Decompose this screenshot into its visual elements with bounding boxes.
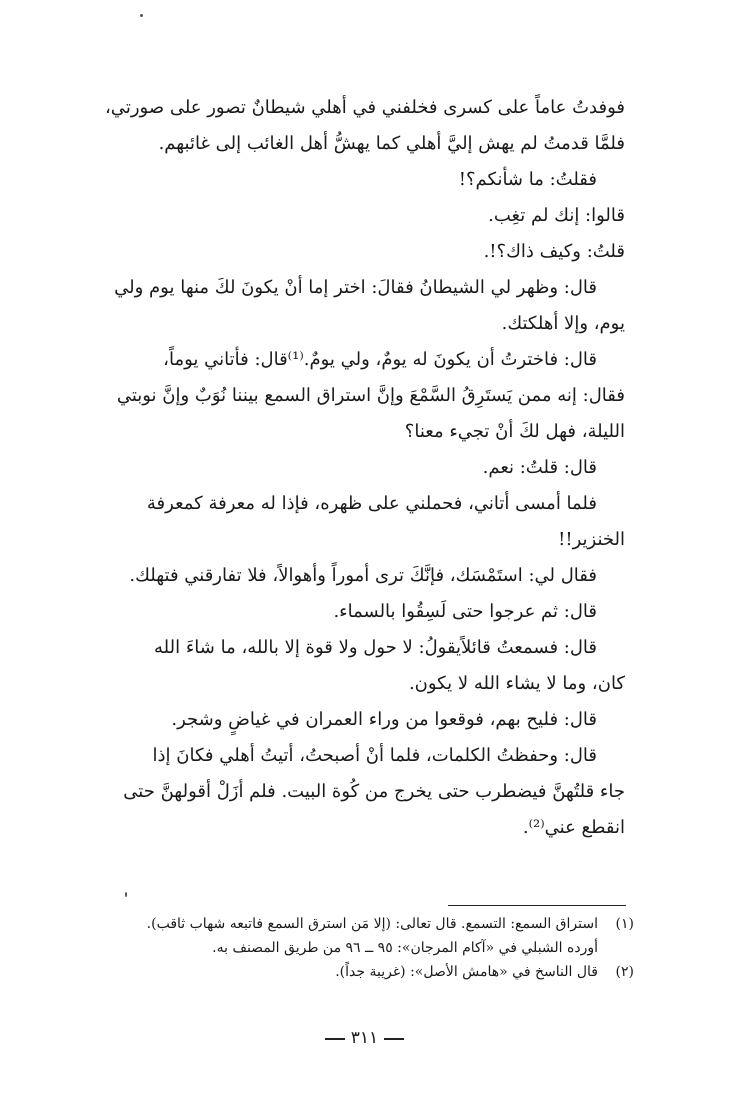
text-line: فقلتُ: ما شأنكم؟!: [458, 169, 597, 190]
page-number-value: ٣١١: [350, 1028, 379, 1048]
text-line: قال: قلتُ: نعم.: [482, 457, 597, 478]
dash-left: [384, 1038, 404, 1040]
text-line: كان، وما لا يشاء الله لا يكون.: [408, 673, 625, 694]
page-number: [0, 1028, 729, 1048]
footnote-text: استراق السمع: التسمع. قال تعالى: (إلا مَن استرق السمع فاتبعه شهاب ثاقب).: [146, 916, 598, 932]
footnote-continuation: أورده الشبلي في «آكام المرجان»: ٩٥ ــ ٩٦ من طريق المصنف به.: [212, 940, 598, 956]
text-line: فقال لي: استَمْسَك، فإنَّكَ ترى أموراً وأهوالاً، فلا تفارقني فتهلك.: [129, 565, 597, 586]
text-line: انقطع عني⁽²⁾.: [522, 817, 625, 838]
footnotes: [88, 912, 634, 984]
footnote-text: قال الناسخ في «هامش الأصل»: (غريبة جداً).: [335, 964, 598, 980]
text-line: قال: فاخترتُ أن يكونَ له يومٌ، ولي يومٌ.⁽¹⁾قال: فأتاني يوماً،: [163, 349, 597, 370]
main-text-block: [85, 90, 625, 846]
text-line: الخنزير!!: [558, 529, 625, 550]
text-line: قال: فليح بهم، فوقعوا من وراء العمران في غياضٍ وشجر.: [171, 709, 597, 730]
text-line: يوم، وإلا أهلكتك.: [501, 313, 625, 334]
text-line: قال: وحفظتُ الكلمات، فلما أنْ أصبحتُ، أتيتُ أهلي فكانَ إذا: [152, 745, 597, 766]
footnote-2: [88, 960, 634, 984]
text-line: فلمَّا قدمتُ لم يهش إليَّ أهلي كما يهشُّ أهل الغائب إلى غائبهم.: [158, 133, 625, 154]
text-line: قالوا: إنك لم تغِب.: [488, 205, 625, 226]
text-line: قلتُ: وكيف ذاك؟!.: [483, 241, 625, 262]
footnote-divider: [448, 905, 626, 906]
text-line: قال: وظهر لي الشيطانُ فقالَ: اختر إما أنْ يكونَ لكَ منها يوم ولي: [114, 277, 597, 298]
text-line: فوفدتُ عاماً على كسرى فخلفني في أهلي شيطانٌ تصور على صورتي،: [105, 97, 625, 118]
text-line: فقال: إنه ممن يَستَرِقُ السَّمْعَ وإنَّ استراق السمع بيننا نُوَبٌ وإنَّ نوبتي: [116, 385, 625, 406]
text-line: قال: ثم عرجوا حتى لَسِقُوا بالسماء.: [333, 601, 597, 622]
scan-speck: [140, 14, 143, 17]
footnote-1: [88, 912, 634, 936]
text-line: فلما أمسى أتاني، فحملني على ظهره، فإذا له معرفة كمعرفة: [146, 493, 597, 514]
scan-speck: [125, 892, 127, 897]
footnote-number: (١): [615, 916, 634, 932]
text-line: قال: فسمعتُ قائلاًيقولُ: لا حول ولا قوة إلا بالله، ما شاءَ الله: [154, 637, 597, 658]
text-line: جاء قلتُهنَّ فيضطرب حتى يخرج من كُوة البيت. فلم أزَلْ أقولهنَّ حتى: [123, 781, 625, 802]
dash-right: [325, 1038, 345, 1040]
text-line: الليلة، فهل لكَ أنْ تجيء معنا؟: [404, 421, 625, 442]
footnote-number: (٢): [615, 964, 634, 980]
